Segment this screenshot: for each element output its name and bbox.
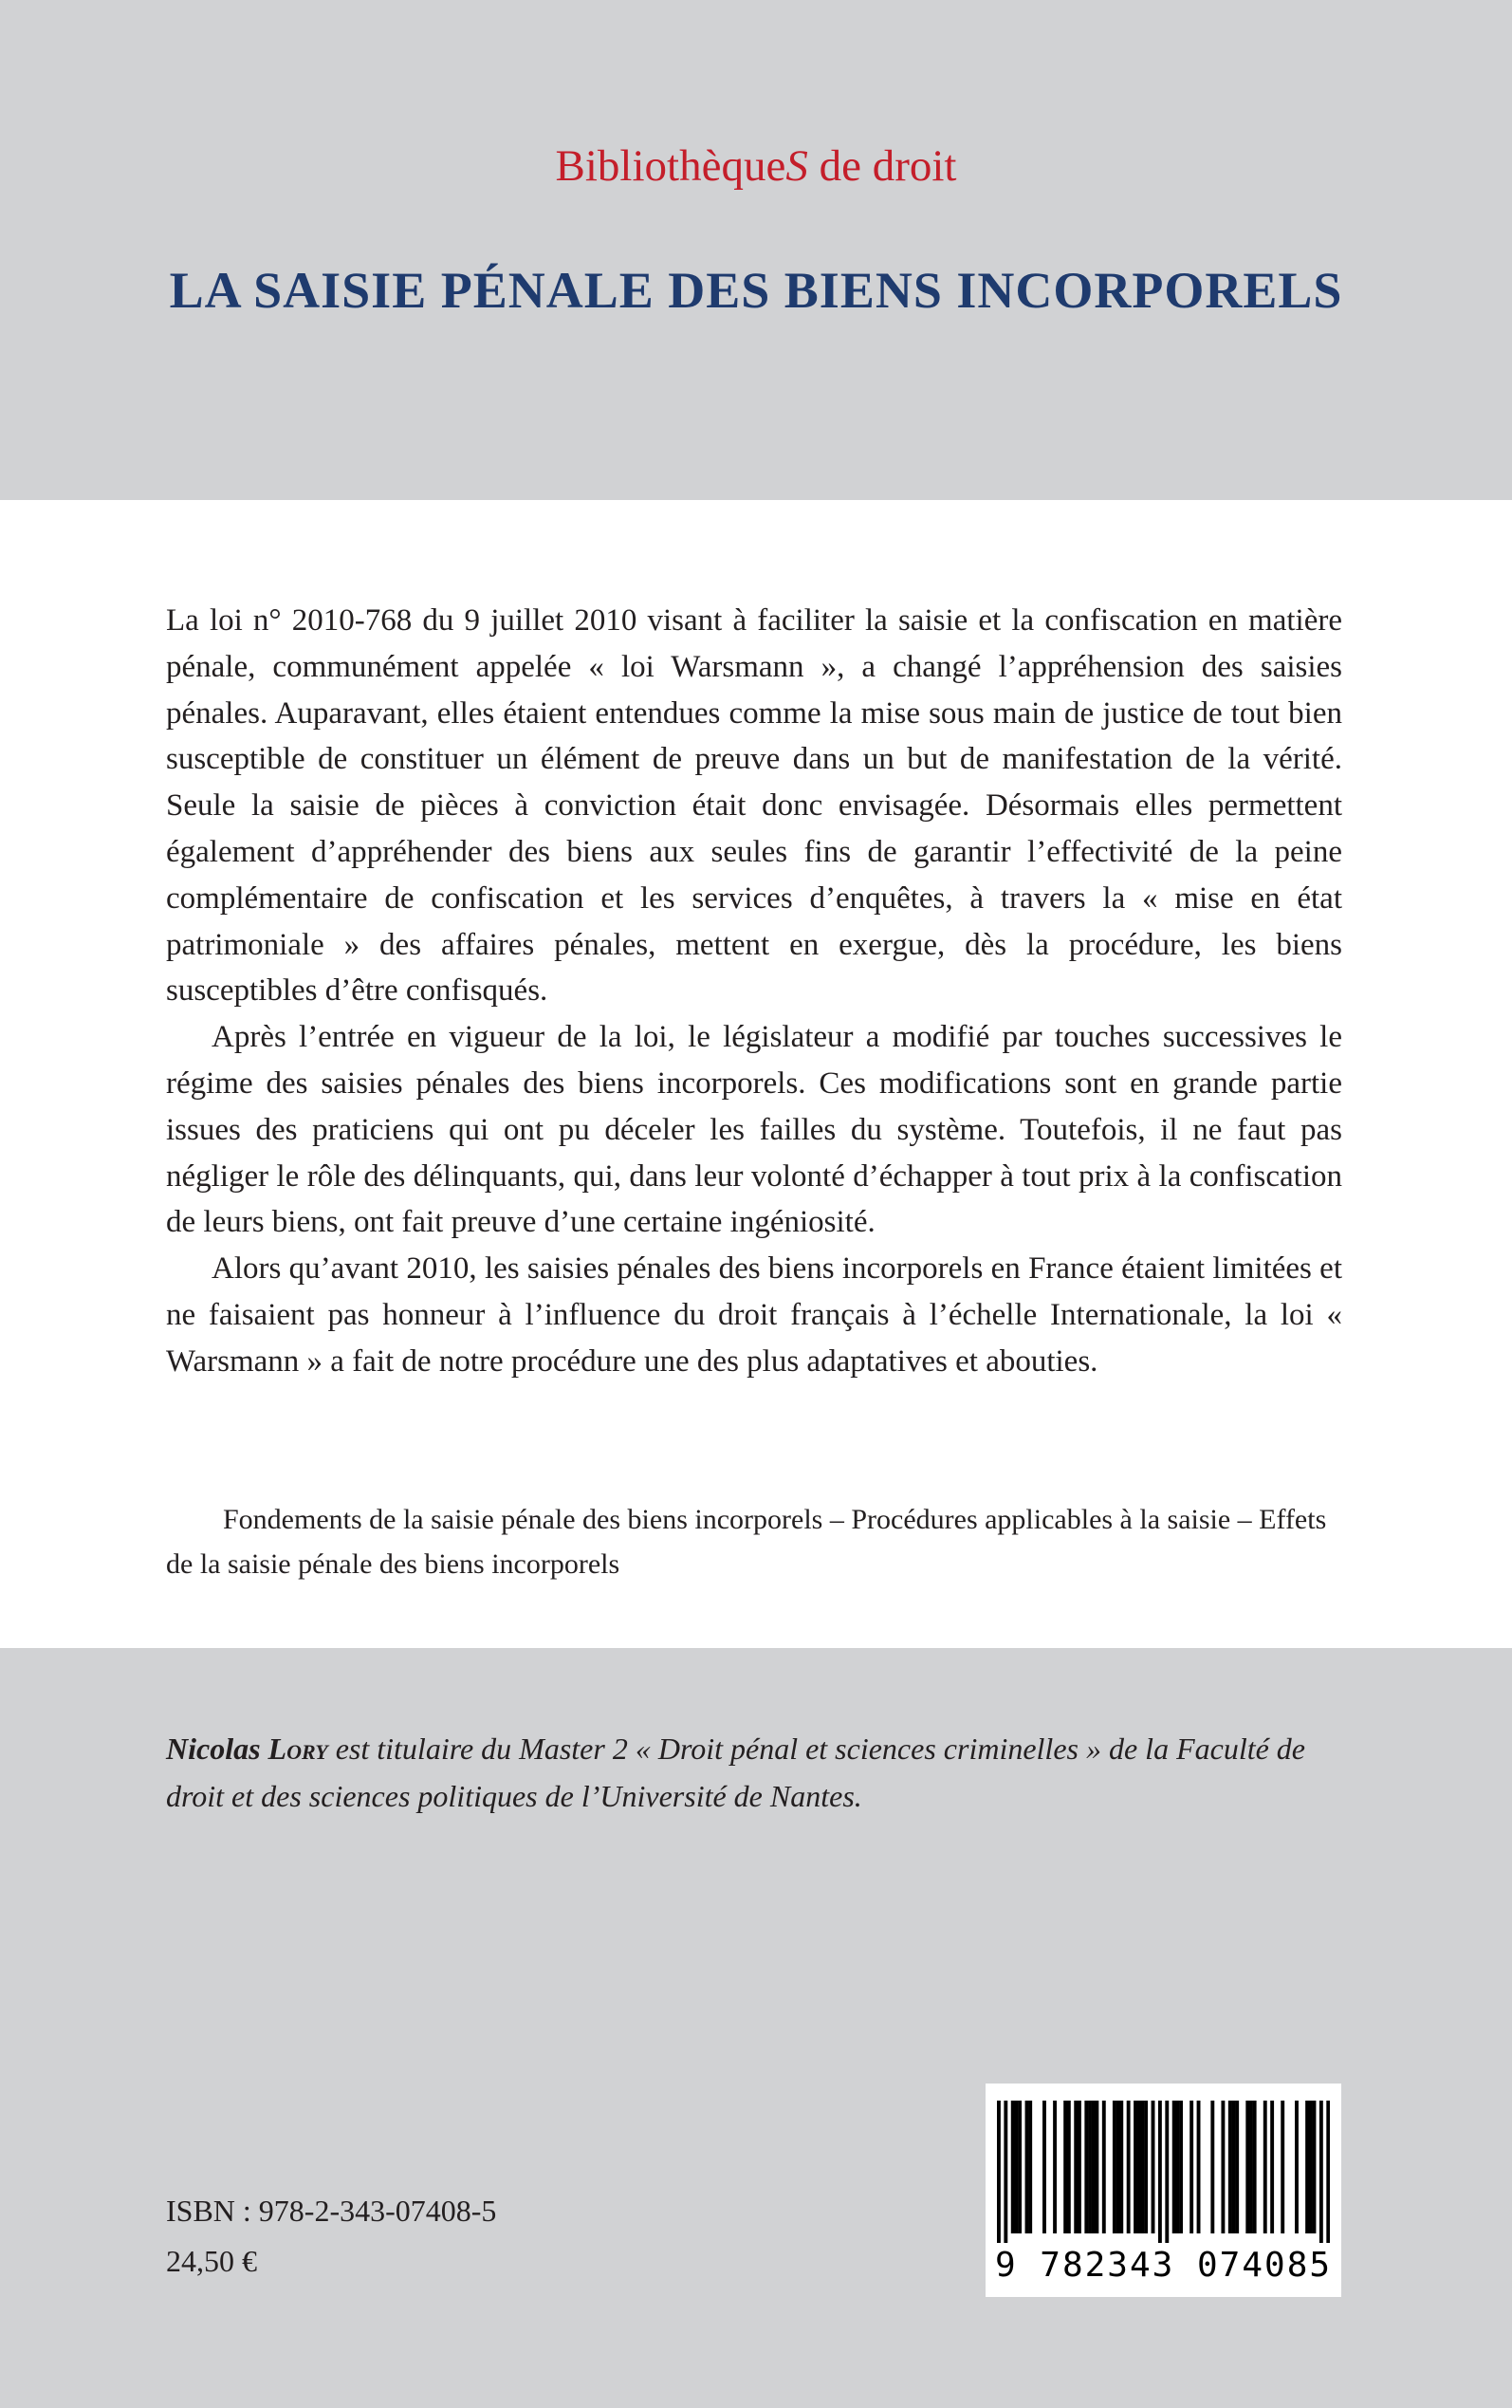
barcode-bar (1232, 2101, 1236, 2233)
barcode-bar (1113, 2101, 1116, 2233)
barcode-bar (1028, 2101, 1032, 2233)
author-name: Nicolas Lory (166, 1732, 328, 1766)
barcode-bar (1116, 2101, 1120, 2233)
barcode-bar (1197, 2101, 1201, 2233)
barcode-bar (1179, 2101, 1183, 2233)
barcode-bar (1092, 2101, 1096, 2233)
barcode-bar (1053, 2101, 1057, 2233)
barcode-bar (1095, 2101, 1098, 2233)
barcode-bar (1018, 2101, 1022, 2233)
barcode-bar (1210, 2101, 1214, 2233)
barcode-bar (1326, 2101, 1330, 2243)
summary-paragraph: Alors qu’avant 2010, les saisies pénales des biens incorporels en France étaient limitées et ne faisaient pas honneur à l’influence du droit français à l’échelle Internationale, la loi « Warsmann » a fait de notre procédure une des plus adaptatives et abouties. (166, 1251, 1342, 1379)
barcode-bar (1309, 2101, 1313, 2233)
barcode-bar (1140, 2101, 1144, 2233)
barcode-bar (1078, 2101, 1081, 2233)
barcode-bar (1084, 2101, 1088, 2233)
barcode-bar (1144, 2101, 1148, 2233)
barcode-bar (1165, 2101, 1169, 2243)
summary-text (166, 598, 1342, 1385)
barcode-bar (1014, 2101, 1018, 2233)
barcode-bar (1295, 2101, 1299, 2233)
summary-paragraph: Après l’entrée en vigueur de la loi, le législateur a modifié par touches successives le régime des saisies pénales des biens incorporels. Ces modifications sont en grande partie issues des praticiens qui ont pu déceler les failles du système. Toutefois, il ne faut pas négliger le rôle des délinquants, qui, dans leur volonté d’échapper à tout prix à la confiscation de leurs biens, ont fait preuve d’une certaine ingéniosité. (166, 1020, 1342, 1240)
barcode-bar (1305, 2101, 1309, 2233)
barcode-bar (1074, 2101, 1078, 2233)
barcode-bar (1281, 2101, 1284, 2233)
barcode-bar (1063, 2101, 1067, 2233)
barcode-bar (1172, 2101, 1176, 2233)
barcode-bar (1249, 2101, 1253, 2233)
header-band (0, 0, 1512, 500)
barcode-bar (1319, 2101, 1323, 2243)
barcode-bar (1004, 2101, 1007, 2243)
barcode-bars (997, 2101, 1330, 2243)
barcode-bar (1011, 2101, 1015, 2233)
author-bio-text: est titulaire du Master 2 « Droit pénal et sciences criminelles » de la Faculté de droit et des sciences politiques de l’Université de Nantes. (166, 1732, 1305, 1813)
barcode-bar (997, 2101, 1001, 2243)
barcode-bar (1235, 2101, 1239, 2233)
barcode-bar (1067, 2101, 1071, 2233)
barcode-bar (1221, 2101, 1225, 2233)
barcode-bar (1134, 2101, 1137, 2233)
barcode-bar (1245, 2101, 1249, 2233)
barcode-bar (1152, 2101, 1155, 2233)
barcode-bar (1189, 2101, 1193, 2233)
barcode-bar (1025, 2101, 1029, 2233)
barcode-bar (1175, 2101, 1179, 2233)
barcode-bar (1228, 2101, 1232, 2233)
barcode-bar (1137, 2101, 1141, 2233)
barcode-bar (1263, 2101, 1267, 2233)
barcode-bar (1102, 2101, 1106, 2233)
barcode-digits: 9 782343 074085 (994, 2246, 1333, 2285)
barcode-bar (1042, 2101, 1046, 2233)
barcode-bar (1158, 2101, 1162, 2243)
barcode-bar (1270, 2101, 1274, 2233)
keywords (166, 1497, 1342, 1586)
keywords-text: Fondements de la saisie pénale des biens incorporels – Procédures applicables à la saisie – Effets de la saisie pénale des biens incorporels (166, 1504, 1327, 1580)
book-title: LA SAISIE PÉNALE DES BIENS INCORPORELS (169, 262, 1343, 319)
barcode-bar (1127, 2101, 1131, 2233)
author-bio (166, 1725, 1356, 1820)
barcode (986, 2084, 1341, 2297)
barcode-bar (1119, 2101, 1123, 2233)
barcode-bar (1253, 2101, 1257, 2233)
collection-name: BibliothèqueS de droit (555, 141, 957, 191)
price: 24,50 € (166, 2244, 257, 2278)
barcode-bar (1313, 2101, 1317, 2233)
barcode-bar (1088, 2101, 1092, 2233)
isbn: ISBN : 978-2-343-07408-5 (166, 2194, 497, 2228)
summary-paragraph: La loi n° 2010-768 du 9 juillet 2010 visant à faciliter la saisie et la confiscation en matière pénale, communément appelée « loi Warsmann », a changé l’appréhension des saisies pénales. Auparavant, elles étaient entendues comme la mise sous main de justice de tout bien susceptible de constituer un élément de preuve dans un but de manifestation de la vérité. Seule la saisie de pièces à conviction était donc envisagée. Désormais elles permettent également d’appréhender des biens aux seules fins de garantir l’effectivité de la peine complémentaire de confiscation et les services d’enquêtes, à travers la « mise en état patrimoniale » des affaires pénales, mettent en exergue, dès la procédure, les biens susceptibles d’être confisqués. (166, 603, 1342, 1009)
